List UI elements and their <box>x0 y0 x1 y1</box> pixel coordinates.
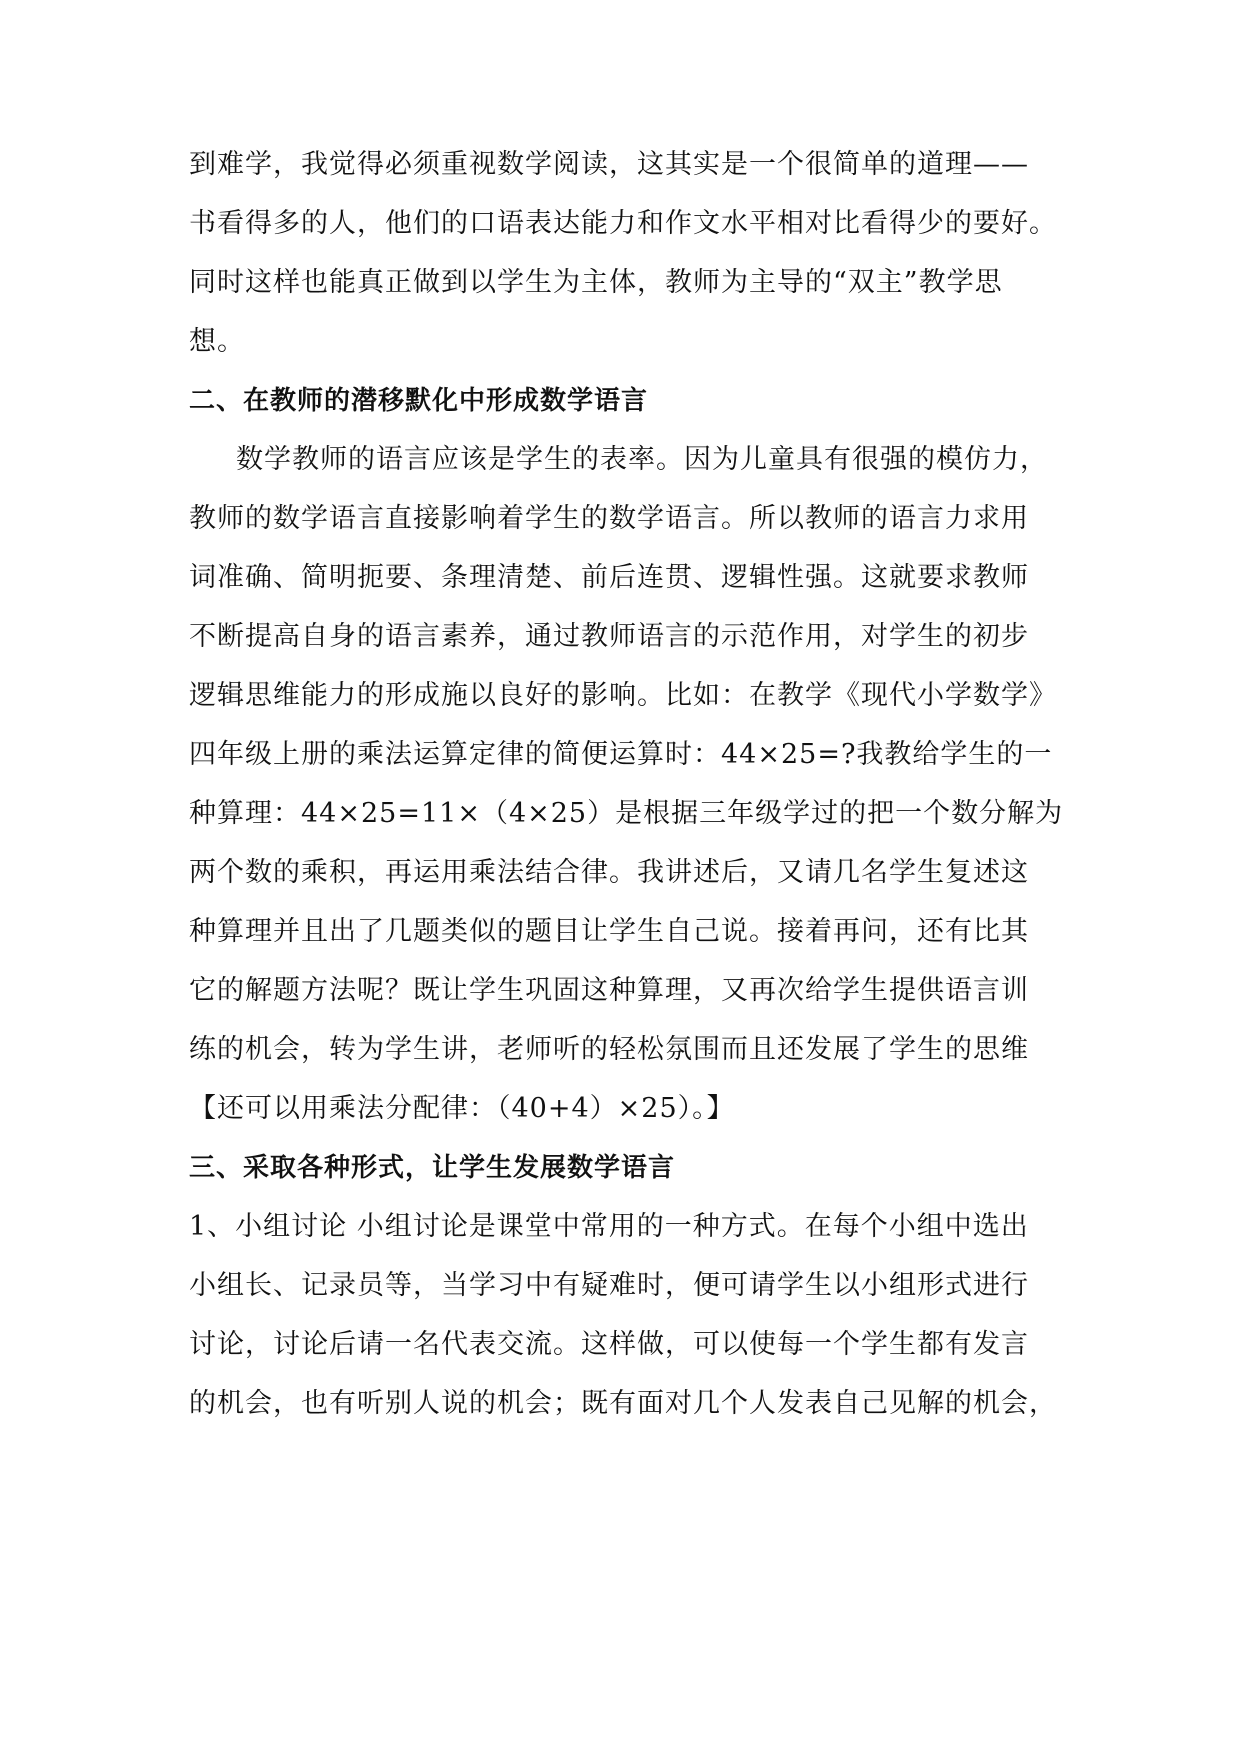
paragraph-line: 到难学，我觉得必须重视数学阅读，这其实是一个很简单的道理—— <box>189 149 1029 180</box>
paragraph-line: 逻辑思维能力的形成施以良好的影响。比如：在教学《现代小学数学》 <box>189 680 1057 711</box>
paragraph-line: 种算理并且出了几题类似的题目让学生自己说。接着再问，还有比其 <box>189 916 1029 947</box>
paragraph-line: 【还可以用乘法分配律：（40+4）×25）。】 <box>189 1093 735 1124</box>
paragraph-line: 的机会，也有听别人说的机会；既有面对几个人发表自己见解的机会， <box>189 1388 1057 1419</box>
paragraph-line: 两个数的乘积，再运用乘法结合律。我讲述后，又请几名学生复述这 <box>189 857 1029 888</box>
paragraph-line: 不断提高自身的语言素养，通过教师语言的示范作用，对学生的初步 <box>189 621 1029 652</box>
paragraph-line: 书看得多的人，他们的口语表达能力和作文水平相对比看得少的要好。 <box>189 208 1057 239</box>
paragraph-line: 1、小组讨论 小组讨论是课堂中常用的一种方式。在每个小组中选出 <box>189 1211 1029 1242</box>
paragraph-line: 讨论，讨论后请一名代表交流。这样做，可以使每一个学生都有发言 <box>189 1329 1029 1360</box>
paragraph-line: 种算理：44×25=11×（4×25）是根据三年级学过的把一个数分解为 <box>189 798 1064 829</box>
paragraph-line: 数学教师的语言应该是学生的表率。因为儿童具有很强的模仿力， <box>236 444 1048 475</box>
paragraph-line: 四年级上册的乘法运算定律的简便运算时：44×25=?我教给学生的一 <box>189 739 1053 770</box>
section-heading-3: 三、采取各种形式，让学生发展数学语言 <box>189 1153 676 1183</box>
paragraph-line: 教师的数学语言直接影响着学生的数学语言。所以教师的语言力求用 <box>189 503 1029 534</box>
paragraph-line: 同时这样也能真正做到以学生为主体，教师为主导的“双主”教学思 <box>189 267 1003 298</box>
paragraph-line: 它的解题方法呢？既让学生巩固这种算理，又再次给学生提供语言训 <box>189 975 1029 1006</box>
paragraph-line: 练的机会，转为学生讲，老师听的轻松氛围而且还发展了学生的思维 <box>189 1034 1029 1065</box>
paragraph-line: 想。 <box>189 326 245 357</box>
section-heading-2: 二、在教师的潜移默化中形成数学语言 <box>189 386 649 416</box>
paragraph-line: 词准确、简明扼要、条理清楚、前后连贯、逻辑性强。这就要求教师 <box>189 562 1029 593</box>
paragraph-line: 小组长、记录员等，当学习中有疑难时，便可请学生以小组形式进行 <box>189 1270 1029 1301</box>
